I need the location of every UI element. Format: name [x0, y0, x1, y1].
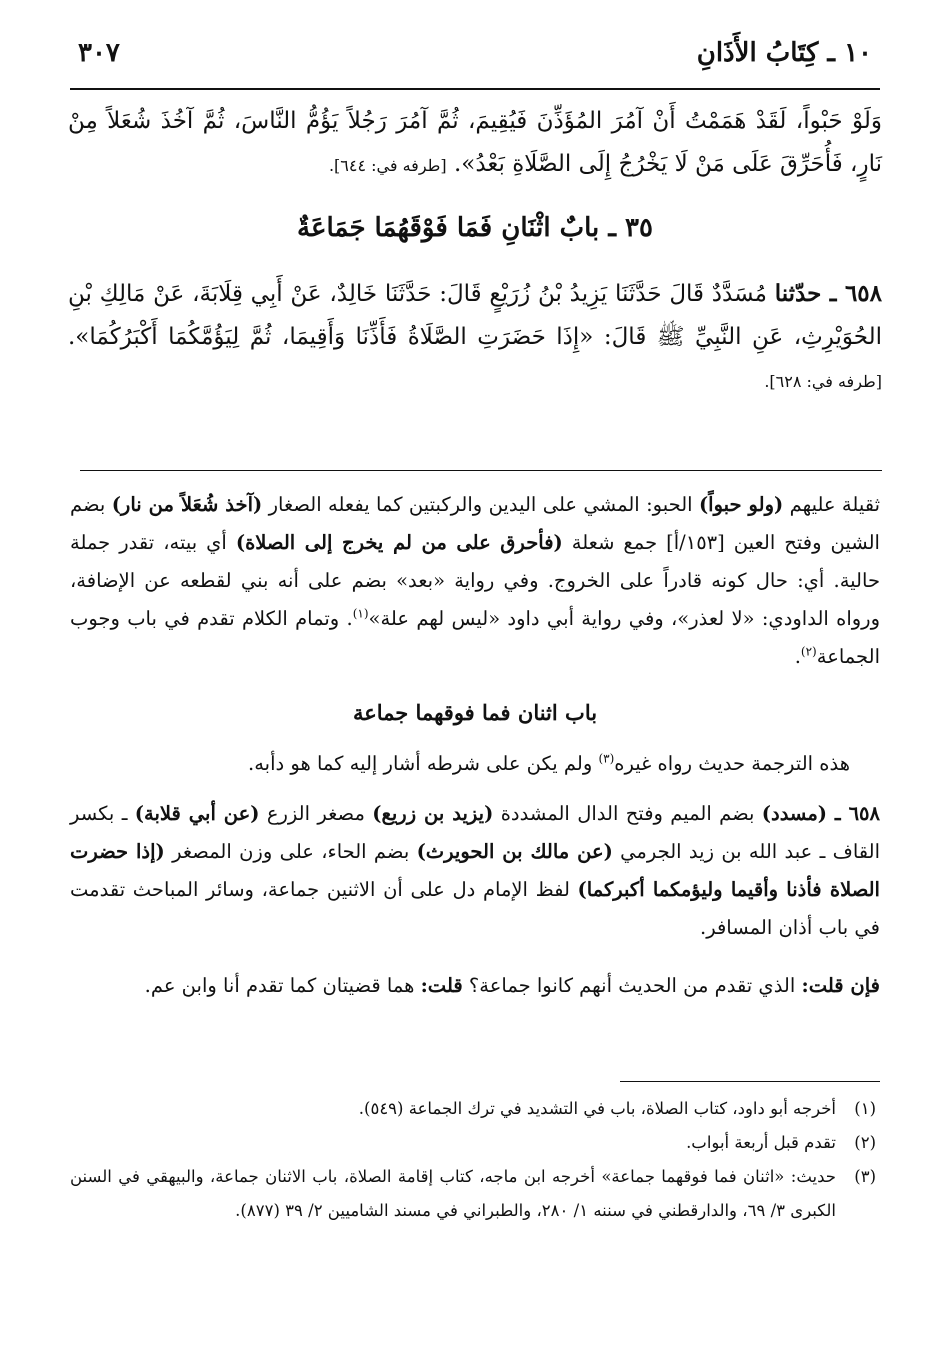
- commentary-text: لفظ الإمام دل على أن الاثنين جماعة، وسائر المباحث تقدمت في باب أذان المسافر.: [70, 878, 880, 939]
- commentary-subheading: باب اثنان فما فوقهما جماعة: [352, 700, 598, 725]
- chapter-heading: ٣٥ ـ بابٌ اثْنَانِ فَمَا فَوْقَهُمَا جَمَاعَةٌ: [297, 213, 653, 243]
- commentary-separator: [80, 470, 882, 471]
- hadith-number: ٦٥٨ ـ حدّثنا: [774, 280, 882, 307]
- footnote: [70, 1160, 876, 1228]
- quoted-phrase: (عن أبي قلابة): [134, 802, 260, 825]
- cross-reference: [طرفه في: ٦٢٨].: [764, 372, 882, 391]
- quoted-phrase: (ولو حبواً): [698, 493, 784, 516]
- commentary-paragraph-4: [70, 967, 880, 1005]
- footnote-text: حديث: «اثنان فما فوقهما جماعة» أخرجه ابن ماجه، كتاب إقامة الصلاة، باب الاثنان جماعة، والبيهقي في السنن الكبرى ٣/ ٦٩، والدارقطني في سننه ١/ ٢٨٠، والطبراني في مسند الشاميين ٢/ ٣٩ (٨٧٧).: [70, 1167, 836, 1220]
- footnote-marker: (١): [352, 606, 369, 621]
- quoted-phrase: (عن مالك بن الحويرث): [416, 840, 613, 863]
- quoted-phrase: ٦٥٨ ـ (مسدد): [761, 802, 880, 825]
- commentary-text: الحبو: المشي على اليدين والركبتين كما يفعله الصغار: [262, 493, 699, 516]
- commentary-text: .: [794, 645, 801, 668]
- footnote: [70, 1126, 876, 1160]
- commentary-text: الذي تقدم من الحديث أنهم كانوا جماعة؟: [462, 974, 802, 997]
- footnote-marker: (٢): [800, 644, 817, 659]
- footnote-rule: [620, 1081, 880, 1082]
- quoted-phrase: (فأحرق على من لم يخرج إلى الصلاة): [235, 531, 563, 554]
- footnote-text: تقدم قبل أربعة أبواب.: [686, 1133, 836, 1152]
- commentary-text: هما قضيتان كما تقدم أنا وابن عم.: [144, 974, 421, 997]
- footnote-text: أخرجه أبو داود، كتاب الصلاة، باب في التشديد في ترك الجماعة (٥٤٩).: [358, 1099, 836, 1118]
- quoted-phrase: (يزيد بن زريع): [372, 802, 494, 825]
- footnote: [70, 1092, 876, 1126]
- quoted-phrase: (آخذ شُعَلاً من نار): [111, 493, 263, 516]
- commentary-text: بضم الميم وفتح الدال المشددة: [493, 802, 762, 825]
- commentary-text: بضم الشين وفتح العين [١٥٣/أ] جمع شعلة: [70, 493, 880, 554]
- hadith-text: وَلَوْ حَبْواً، لَقَدْ هَمَمْتُ أَنْ آمُرَ المُؤَذِّنَ فَيُقِيمَ، ثُمَّ آمُرَ رَجُلاً يَؤُمُّ النَّاسَ، ثُمَّ آخُذَ شُعَلاً مِنْ نَارٍ، فَأُحَرِّقَ عَلَى مَنْ لَا يَخْرُجُ إِلَى الصَّلَاةِ بَعْدُ».: [68, 108, 882, 177]
- footnote-number: (٣): [854, 1167, 876, 1186]
- header-rule: [70, 88, 880, 90]
- commentary-paragraph-1: [70, 486, 880, 676]
- footnote-marker: (٣): [598, 751, 615, 766]
- commentary-text: أي بيته، تقدر جملة حالية. أي: حال كونه قادراً على الخروج. وفي رواية «بعد» بضم على أنه بني لقطعه عن الإضافة، ورواه الداودي: «لا لعذر»، وفي رواية أبي داود «ليس لهم علة»: [70, 531, 880, 630]
- hadith-text: مُسَدَّدٌ قَالَ حَدَّثَنَا يَزِيدُ بْنُ زُرَيْعٍ قَالَ: حَدَّثَنَا خَالِدٌ، عَنْ أَبِي قِلَابَةَ، عَنْ مَالِكِ بْنِ الحُوَيْرِثِ، عَنِ النَّبِيِّ ﷺ قَالَ: «إِذَا حَضَرَتِ الصَّلَاةُ فَأَذِّنَا وَأَقِيمَا، ثُمَّ لِيَؤُمَّكُمَا أَكْبَرُكُمَا».: [68, 281, 882, 350]
- answer-label: قلت:: [420, 974, 463, 997]
- commentary-text: ولم يكن على شرطه أشار إليه كما هو دأبه.: [248, 752, 599, 775]
- commentary-paragraph-3: [70, 795, 880, 947]
- hadith-continuation: [68, 100, 882, 187]
- footnote-number: (١): [854, 1099, 876, 1118]
- cross-reference: [طرفه في: ٦٤٤].: [328, 156, 447, 175]
- footnote-number: (٢): [854, 1133, 876, 1152]
- footnotes: [70, 1092, 876, 1228]
- commentary-text: هذه الترجمة حديث رواه غيره: [614, 752, 850, 775]
- commentary-text: مصغر الزرع: [259, 802, 373, 825]
- commentary-text: . وتمام الكلام تقدم في باب وجوب الجماعة: [70, 607, 880, 668]
- page-number: ٣٠٧: [78, 38, 120, 68]
- quoted-phrase: (إذا حضرت الصلاة فأذنا وأقيما وليؤمكما أكبركما): [70, 840, 880, 901]
- commentary-text: ثقيلة عليهم: [783, 493, 881, 516]
- commentary-paragraph-2: [70, 745, 850, 783]
- hadith-658: [68, 272, 882, 403]
- commentary-text: بضم الحاء، على وزن المصغر: [164, 840, 417, 863]
- chapter-title: ١٠ ـ كِتَابُ الأَذَانِ: [696, 38, 872, 68]
- question-label: فإن قلت:: [801, 974, 880, 997]
- page-header: [70, 38, 880, 90]
- commentary-text: ـ بكسر القاف ـ عبد الله بن زيد الجرمي: [70, 802, 880, 863]
